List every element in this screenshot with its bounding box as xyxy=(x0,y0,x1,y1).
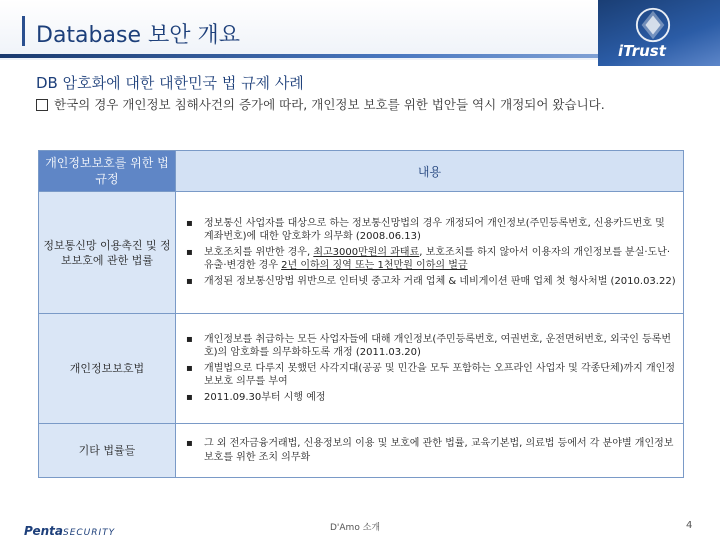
bullet-item xyxy=(186,362,677,389)
regulation-table xyxy=(38,150,684,478)
bullet-square-icon: ▪ xyxy=(186,246,193,258)
title-accent-bar xyxy=(22,16,25,46)
bullet-item xyxy=(186,246,677,273)
table-header-law: 개인정보보호를 위한 법규정 xyxy=(39,151,176,192)
slide-title: Database 보안 개요 xyxy=(36,23,240,48)
page-number: 4 xyxy=(686,520,693,531)
checkbox-bullet-icon xyxy=(36,99,48,111)
table-header-row xyxy=(39,151,684,192)
bullet-square-icon: ▪ xyxy=(186,217,193,229)
bullet-text: 개인정보를 취급하는 모든 사업자들에 대해 개인정보(주민등록번호, 여권번호, 운전면허번호, 외국인 등록번호)의 암호화를 의무화하도록 개정 (2011.03.20) xyxy=(204,333,672,359)
bullet-square-icon: ▪ xyxy=(186,333,193,345)
bullet-text: 2011.09.30부터 시행 예정 xyxy=(204,391,326,403)
bullet-square-icon: ▪ xyxy=(186,362,193,374)
table-row xyxy=(39,314,684,424)
bullet-text: , 보호조치를 하지 않아서 이용자의 개인정보를 분실·도난·유출·변경한 경우 xyxy=(204,246,671,272)
bullet-text: 정보통신 사업자를 대상으로 하는 정보통신망법의 경우 개정되어 개인정보(주민등록번호, 신용카드번호 및 계좌번호)에 대한 암호화가 의무화 (2008.06.13) xyxy=(204,217,665,243)
table-row xyxy=(39,424,684,478)
bullet-item xyxy=(186,391,677,405)
logo-penta: Penta xyxy=(24,524,63,538)
itrust-logo xyxy=(598,0,720,66)
law-content-cell xyxy=(176,192,684,314)
emphasized-text: 최고3000만원의 과태료 xyxy=(313,246,420,258)
emphasized-text: 2년 이하의 징역 또는 1천만원 이하의 벌금 xyxy=(281,260,468,272)
law-content-cell xyxy=(176,424,684,478)
bullet-text: 보호조치를 위반한 경우, xyxy=(204,246,314,258)
intro-paragraph xyxy=(36,96,706,114)
law-name-cell: 정보통신망 이용촉진 및 정보보호에 관한 법률 xyxy=(39,192,176,314)
law-name-cell: 개인정보보호법 xyxy=(39,314,176,424)
pentasecurity-logo xyxy=(24,520,115,539)
bullet-item xyxy=(186,437,677,464)
intro-text: 한국의 경우 개인정보 침해사건의 증가에 따라, 개인정보 보호를 위한 법안들 역시 개정되어 왔습니다. xyxy=(54,97,605,112)
bullet-item xyxy=(186,217,677,244)
logo-security: SECURITY xyxy=(63,528,116,538)
bullet-square-icon: ▪ xyxy=(186,391,193,403)
bullet-list xyxy=(186,437,677,464)
bullet-text: 개별법으로 다루지 못했던 사각지대(공공 및 민간을 모두 포함하는 오프라인 사업자 및 각종단체)까지 개인정보보호 의무를 부여 xyxy=(204,362,675,388)
law-content-cell xyxy=(176,314,684,424)
bullet-list xyxy=(186,333,677,405)
law-name-cell: 기타 법률들 xyxy=(39,424,176,478)
bullet-item xyxy=(186,275,677,289)
bullet-text: 개정된 정보통신망법 위반으로 인터넷 중고차 거래 업체 & 네비게이션 판매 업체 첫 형사처벌 (2010.03.22) xyxy=(204,275,676,287)
bullet-list xyxy=(186,217,677,289)
itrust-emblem-icon xyxy=(634,6,672,44)
table-body xyxy=(39,192,684,478)
bullet-square-icon: ▪ xyxy=(186,275,193,287)
bullet-item xyxy=(186,333,677,360)
itrust-logo-text: iTrust xyxy=(618,42,666,60)
footer-caption: D'Amo 소개 xyxy=(330,523,381,533)
bullet-square-icon: ▪ xyxy=(186,438,193,449)
bullet-text: 그 외 전자금융거래법, 신용정보의 이용 및 보호에 관한 법률, 교육기본법, 의료법 등에서 각 분야별 개인정보 보호를 위한 조치 의무화 xyxy=(204,438,674,463)
table-header-content: 내용 xyxy=(176,151,684,192)
section-title: DB 암호화에 대한 대한민국 법 규제 사례 xyxy=(36,74,304,92)
table-row xyxy=(39,192,684,314)
